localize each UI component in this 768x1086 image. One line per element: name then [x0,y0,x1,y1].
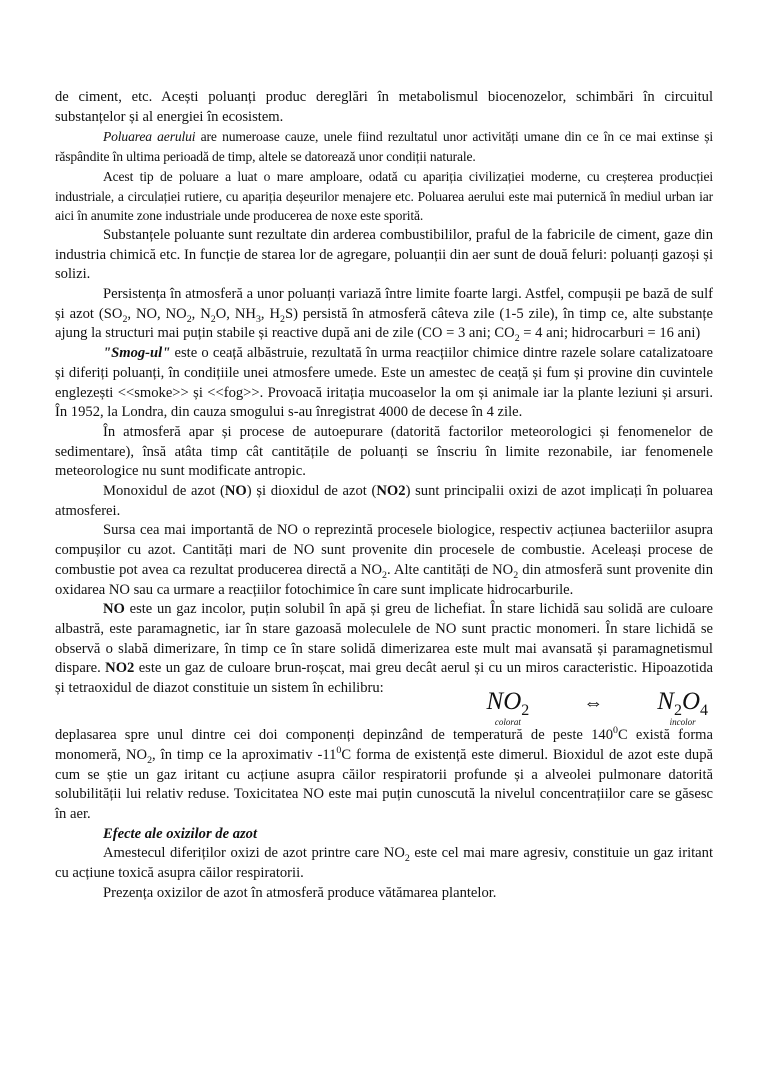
paragraph-mixture: Amestecul diferiților oxizi de azot printre care $NO_2$ este cel mai mare agresiv, constituie un gaz iritant cu acțiune toxică asupra căilor respiratorii. [55,845,714,882]
equation-left-label: colorat [494,717,521,728]
equation-right: $N_2O_4$ incolor [609,688,708,716]
paragraph-smog: "Smog-ul" este o ceață albăstruie, rezultată în urma reacțiilor chimice dintre razele solare catalizatoare și diferiți poluanți, în condițiile unei atmosfere umede. Este un amestec de ceață și fum și provine din cuvintele englezești <<smoke>> și <<fog>>. Provoacă iritația mucoaselor la om și animale iar la plante leziuni și arsuri. În 1952, la Londra, din cauza smogului s-au înregistrat 4000 de decese în 4 zile. [55,345,713,421]
term-smog: "Smog-ul" [103,345,171,362]
equilibrium-arrow-icon: ⇔ [583,692,604,715]
equation-right-label: incolor [669,717,696,728]
document-page [55,88,713,903]
equation-left: $NO_2$ colorat [439,688,530,716]
paragraph-autoepurare: În atmosferă apar și procese de autoepurare (datorită factorilor meteorologici și fenomenelor de sedimentare), însă atâta timp cât cantitățile de poluanți se înscriu în limite rezonabile, iar fenomenele meteorologice nu sunt modificate antropic. [55,423,713,480]
paragraph-nitrogen-oxides: Monoxidul de azot (NO) și dioxidul de azot (NO2) sunt principalii oxizi de azot implicați în poluarea atmosferei. [55,483,713,519]
paragraph-4: Substanțele poluante sunt rezultate din arderea combustibililor, praful de la fabricile de ciment, gaze din industria chimică etc. In funcție de starea lor de agregare, poluanții din aer sunt de două feluri: poluanți gazoși și solizi. [55,226,713,283]
paragraph-persistence: Persistența în atmosferă a unor poluanți variază între limite foarte largi. Astfel, compușii pe bază de sulf și azot ($SO_2$, NO, $NO_2$, $N_2O$, $NH_3$, $H_2S$) persistă în atmosferă câteva zile (1-5 zile), în timp ce, alte substanțe ajung la structuri mai puțin stabile și reactive după ani de zile (CO = 3 ani; $CO_2 = 4$ ani; hidrocarburi = 16 ani) [55,286,713,345]
equilibrium-equation [391,688,708,726]
paragraph-3: Acest tip de poluare a luat o mare amploare, odată cu apariția civilizației moderne, cu creșterea producției industriale, a circulației rutiere, cu apariția deșeurilor menajere etc. Poluarea aerului este mai puternică în mediul urban iar aici în anumite zone industriale unde producerea de noxe este sporită. [55,168,713,224]
paragraph-air-pollution: Poluarea aerului are numeroase cauze, unele fiind rezultatul unor activități umane din ce în ce mai extinse și răspândite în ultima perioadă de timp, altele se datorează unor condiții naturale. [55,129,714,165]
section-heading: Efecte ale oxizilor de azot [103,825,258,842]
paragraph-1: de ciment, etc. Acești poluanți produc dereglări în metabolismul biocenozelor, schimbări în circuitul substanțelor și al energiei în ecosistem. [55,89,713,125]
paragraph-no-properties: NO este un gaz incolor, puțin solubil în apă și greu de lichefiat. În stare lichidă sau solidă are culoare albastră, este paramagnetic, iar în stare gazoasă moleculele de NO sunt practic monomeri. În stare lichidă se observă o slabă dimerizare, în timp ce în stare solidă dimerizarea este mult mai avansată și paramagnetismul dispare. NO2 este un gaz de culoare brun-roșcat, mai greu decât aerul și cu un miros caracteristic. Hipoazotida și tetraoxidul de diazot constituie un sistem în echilibru: $NO_2$ colorat ⇔ $N_2O_4$ incolor deplasarea spre unul dintre cei doi componenți depinzând de temperatură de peste $140^0C$ există forma monomeră, $NO_2$, în timp ce la aproximativ $-11^0C$ forma de existență este dimerul. Bioxidul de azot este după cum se știe un gaz iritant cu acțiune asupra căilor respiratorii profunde și a alveolei pulmonare datorită solubilității lui relativ reduse. Toxicitatea NO este mai puțin cunoscută la nivelul concentrațiilor care se găsesc în aer. [55,601,714,822]
term-air-pollution: Poluarea aerului [103,129,196,145]
paragraph-plants: Prezența oxizilor de azot în atmosferă produce vătămarea plantelor. [103,884,497,901]
paragraph-no-sources: Sursa cea mai importantă de NO o reprezintă procesele biologice, respectiv acțiunea bacteriilor asupra compușilor cu azot. Cantități mari de NO sunt provenite din procesele de combustie. Aceleași procese de combustie pot avea ca rezultat producerea directă a $NO_2$. Alte cantități de $NO_2$ din atmosferă sunt provenite din oxidarea NO sau ca urmare a reacțiilor fotochimice în care sunt implicate hidrocarburile. [55,522,713,598]
